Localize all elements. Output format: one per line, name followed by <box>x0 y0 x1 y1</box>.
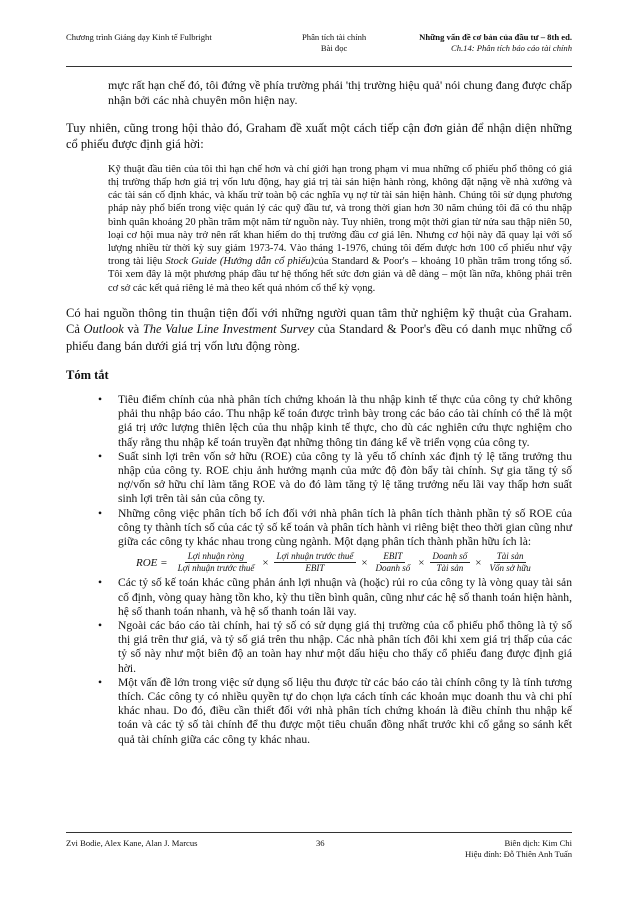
summary-item <box>66 676 572 747</box>
fraction-numerator: Tài sản <box>494 551 527 563</box>
footer-authors: Zvi Bodie, Alex Kane, Alan J. Marcus <box>66 838 198 848</box>
graham-quote <box>108 163 572 295</box>
page-number: 36 <box>316 838 325 848</box>
header-subject: Phân tích tài chính <box>302 32 367 42</box>
summary-item <box>66 450 572 507</box>
fraction-numerator: Lợi nhuận trước thuế <box>274 551 357 563</box>
quote-continuation: mực rất hạn chế đó, tôi đứng về phía trường phái 'thị trường hiệu quả' nói chung đang được chấp nhận bởi các nhà chuyên môn hiện nay. <box>108 78 572 107</box>
sources-outlook: Outlook <box>83 322 124 337</box>
summary-item <box>66 393 572 450</box>
fraction-denominator: Doanh số <box>375 563 411 574</box>
page-body <box>66 70 572 747</box>
times-operator: × <box>418 556 425 569</box>
formula-lhs: ROE = <box>136 556 168 569</box>
fraction-numerator: Doanh số <box>430 551 471 563</box>
sources-value-line: The Value Line Investment Survey <box>142 322 315 337</box>
summary-text: Ngoài các báo cáo tài chính, hai tỷ số có sử dụng giá thị trường của cổ phiếu phổ thông là tỷ số thị giá trên thư giá, và tỷ số giá trên thu nhập. Các nhà phân tích đôi khi xem giá trị thấp của các tỷ số này như một biên độ an toàn hay như một dấu hiệu cho thấy cổ phiếu đang được định giá hời. <box>118 618 572 675</box>
fraction-denominator: EBIT <box>305 563 325 574</box>
sources-mid: và <box>123 322 143 337</box>
summary-item <box>66 576 572 619</box>
paragraph-sources <box>66 305 572 354</box>
page-header <box>66 24 572 64</box>
summary-text: Tiêu điểm chính của nhà phân tích chứng khoán là thu nhập kinh tế thực của công ty chứ không phải thu nhập báo cáo. Thu nhập kế toán được trình bày trong các báo cáo tài chính có thể là một giá trị ước lượng thiên lệch của thu nhập kinh tế thực, cho dù các nghiên cứu thực nghiệm cho thấy rằng thu nhập kế toán truyền đạt những thông tin đáng kể về triển vọng của công ty. <box>118 393 572 449</box>
formula-fraction <box>487 551 534 574</box>
times-operator: × <box>262 556 269 569</box>
formula-fraction <box>430 551 471 574</box>
header-chapter: Ch.14: Phân tích báo cáo tài chính <box>450 43 572 53</box>
summary-text: Các tỷ số kế toán khác cũng phản ánh lợi nhuận và (hoặc) rủi ro của công ty là vòng quay tài sản cố định, vòng quay hàng tồn kho, kỳ thu tiền bình quân, cũng như các hệ số thanh toán hiện hành, hệ số thanh toán nhanh, và hệ số thanh toán lãi vay. <box>118 576 572 618</box>
header-book <box>419 32 572 54</box>
graham-quote-part1: Kỹ thuật đầu tiên của tôi thì hạn chế hơn và chỉ giới hạn trong phạm vi mua những cổ phiếu phổ thông có giá thị trường thấp hơn giá trị vốn lưu động, hay giá trị tài sản hiện hành ròng, không đặt nặng về nhà xưởng và các tài sản cố định khác, và khấu trừ toàn bộ các nghĩa vụ nợ từ tài sản hiện hành. Chúng tôi sử dụng phương pháp này phổ biến trong việc quản lý các quỹ đầu tư, và trong thời gian hơn 30 năm chúng tôi đã có thu nhập bình quân khoảng 20 phần trăm một năm từ nguồn này. Tuy nhiên, trong một thời gian từ nửa sau thập niên 50, loại cơ hội mua này trở nên rất khan hiếm do thị trường đầu cơ giá lên. Nhưng cơ hội này đã quay lại với số lượng nhiều từ thời kỳ suy giảm 1973-74. Vào tháng 1-1976, chúng tôi đếm được hơn 100 cổ phiếu như vậy trong tài liệu <box>108 163 572 268</box>
section-heading-summary: Tóm tắt <box>66 368 109 383</box>
fraction-numerator: EBIT <box>380 551 405 563</box>
footer-editor: Hiệu đính: Đỗ Thiên Anh Tuấn <box>464 849 572 859</box>
summary-text: Một vấn đề lớn trong việc sử dụng số liệu thu được từ các báo cáo tài chính công ty là tính tương thích. Các công ty có nhiều quyền tự do chọn lựa cách tính các khoản mục doanh thu và chi phí khác nhau. Do đó, điều cần thiết đối với nhà phân tích chứng khoán là điều chỉnh thu nhập kế toán và các tỷ số tài chính để thu được một tiêu chuẩn đồng nhất trước khi cố gắng so sánh kết quả tài chính giữa các công ty khác nhau. <box>118 675 572 746</box>
fraction-denominator: Vốn sở hữu <box>489 563 531 574</box>
fraction-denominator: Tài sản <box>436 563 464 574</box>
summary-item <box>66 619 572 676</box>
fraction-numerator: Lợi nhuận ròng <box>185 551 247 563</box>
times-operator: × <box>475 556 482 569</box>
formula-fraction <box>175 551 258 574</box>
summary-list <box>66 393 572 747</box>
footer-translator: Biên dịch: Kim Chi <box>504 838 572 848</box>
bullet-icon: • <box>98 393 103 407</box>
paragraph-graham-approach: Tuy nhiên, cũng trong hội thảo đó, Graham đề xuất một cách tiếp cận đơn giản để nhận diện những cổ phiếu được định giá hời: <box>66 121 572 152</box>
roe-formula <box>136 551 572 574</box>
formula-fraction <box>373 551 414 574</box>
bullet-icon: • <box>98 675 103 689</box>
fraction-denominator: Lợi nhuận trước thuế <box>177 563 255 574</box>
bullet-icon: • <box>98 506 103 520</box>
graham-quote-part2: của Standard & Poor's – khoảng 10 phần trăm trong tổng số. Tôi xem đây là một phương pháp đầu tư hệ thống hết sức đơn giản và dễ dàng – một lần nữa, không phải trên cơ sở các kết quả riêng lẻ mà theo kết quả nhóm cổ thể kỳ vọng. <box>108 256 572 294</box>
sources-part1: Có hai nguồn thông tin thuận tiện đối với những người quan tâm thử nghiệm kỹ thuật của Graham. Cả <box>66 305 572 337</box>
header-course <box>302 32 366 54</box>
header-reading: Bài đọc <box>320 43 348 53</box>
summary-text: Những công việc phân tích bổ ích đối với nhà phân tích là phân tích thành phần tỷ số ROE của công ty thành tích số của các tỷ số kế toán và phân tích hành vi riêng biệt theo thời gian cũng như giữa các công ty khác nhau trong cùng ngành. Một dạng phân tích thành phần hữu ích là: <box>118 506 572 549</box>
footer-rule <box>66 832 572 833</box>
header-book-title: Những vấn đề cơ bản của đầu tư – 8th ed. <box>419 32 572 42</box>
sources-part2: của Standard & Poor's đều có danh mục những cổ phiếu đang bán dưới giá trị vốn lưu động ròng. <box>66 322 572 353</box>
summary-item <box>66 507 572 575</box>
header-program: Chương trình Giảng dạy Kinh tế Fulbright <box>66 32 212 42</box>
footer-credits <box>465 838 572 860</box>
formula-fraction <box>274 551 357 574</box>
summary-text: Suất sinh lợi trên vốn sở hữu (ROE) của công ty là yếu tố chính xác định tỷ lệ tăng trưởng thu nhập của công ty. ROE chịu ảnh hưởng mạnh của mức độ đòn bẩy tài chính. Sự gia tăng tỷ số nợ/vốn sở hữu chỉ làm tăng ROE và do đó làm tăng tỷ lệ tăng trưởng nếu lãi vay thấp hơn suất sinh lợi trên tài sản của công ty. <box>118 449 572 506</box>
graham-quote-source: Stock Guide (Hướng dẫn cổ phiếu) <box>165 256 315 268</box>
times-operator: × <box>361 556 368 569</box>
bullet-icon: • <box>98 576 103 590</box>
bullet-icon: • <box>98 449 103 463</box>
bullet-icon: • <box>98 618 103 632</box>
header-rule <box>66 66 572 67</box>
